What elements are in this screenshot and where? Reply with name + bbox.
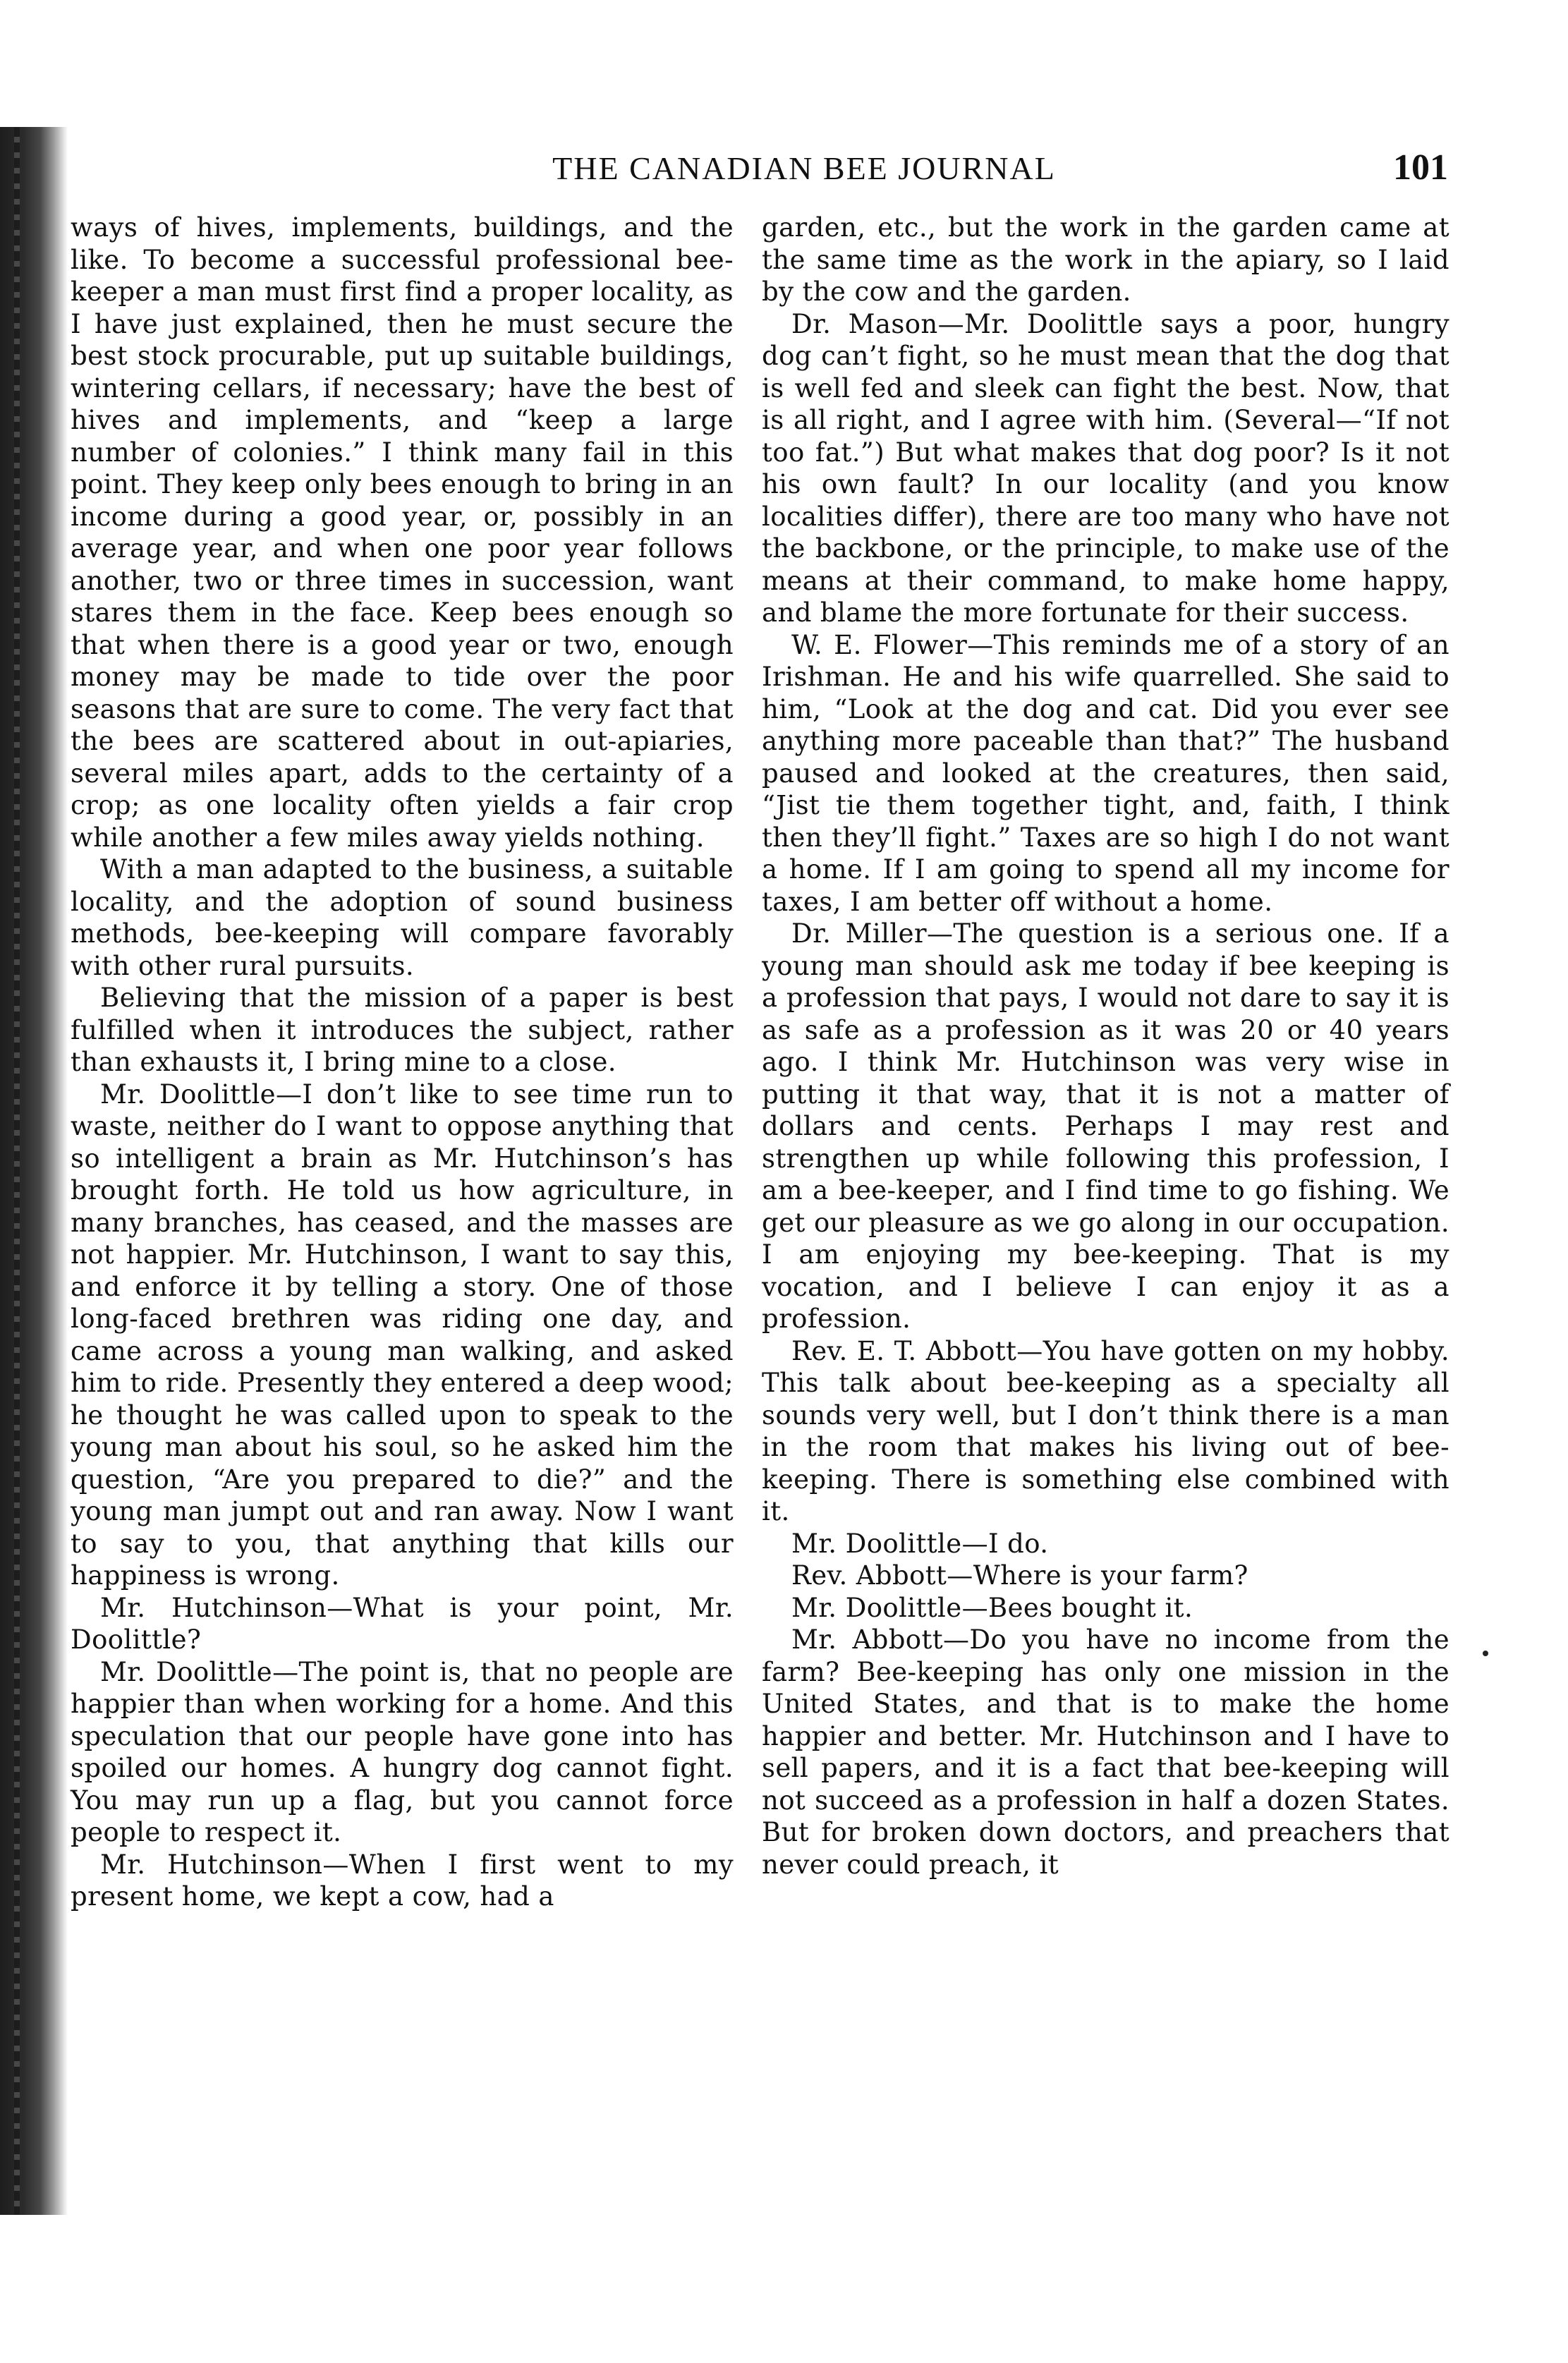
paragraph: ways of hives, implements, buildings, and the like. To become a successful professional bee-keeper a man must first find a proper locality, as I have just explained, then he must secure the best stock procurable, put up suitable buildings, wintering cellars, if necessary; have the best of hives and implements, and “keep a large number of colonies.” I think many fail in this point. They keep only bees enough to bring in an income during a good year, or, possibly in an average year, and when one poor year follows another, two or three times in succession, want stares them in the face. Keep bees enough so that when there is a good year or two, enough money may be made to tide over the poor seasons that are sure to come. The very fact that the bees are scattered about in out-apiaries, several miles apart, adds to the certainty of a crop; as one locality often yields a fair crop while another a few miles away yields nothing. <box>71 212 734 853</box>
paragraph: Mr. Doolittle—Bees bought it. <box>791 1592 1193 1623</box>
paragraph: Mr. Doolittle—I do. <box>791 1528 1049 1559</box>
paragraph: Mr. Doolittle—The point is, that no people are happier than when working for a home. And this speculation that our people have gone into has spoiled our homes. A hungry dog cannot fight. You may run up a flag, but you cannot force people to respect it. <box>71 1656 734 1847</box>
paragraph: Rev. Abbott—Where is your farm? <box>791 1560 1248 1591</box>
paragraph: Rev. E. T. Abbott—You have gotten on my hobby. This talk about bee-keeping as a specialty all sounds very well, but I don’t think there is a man in the room that makes his living out of bee-keeping. There is something else combined with it. <box>762 1335 1450 1526</box>
paragraph: Mr. Doolittle—I don’t like to see time run to waste, neither do I want to oppose anything that so intelligent a brain as Mr. Hutchinson’s has brought forth. He told us how agriculture, in many branches, has ceased, and the masses are not happier. Mr. Hutchinson, I want to say this, and enforce it by telling a story. One of those long-faced brethren was riding one day, and came across a young man walking, and asked him to ride. Presently they entered a deep wood; he thought he was called upon to speak to the young man about his soul, so he asked him the question, “Are you prepared to die?” and the young man jumpt out and ran away. Now I want to say to you, that anything that kills our happiness is wrong. <box>71 1079 734 1591</box>
running-title: THE CANADIAN BEE JOURNAL <box>552 150 1056 186</box>
page-number: 101 <box>1393 147 1448 188</box>
left-column <box>71 212 734 1913</box>
right-column <box>762 212 1450 1881</box>
paragraph: W. E. Flower—This reminds me of a story of an Irishman. He and his wife quarrelled. She said to him, “Look at the dog and cat. Did you ever see anything more paceable than that?” The husband paused and looked at the creatures, then said, “Jist tie them together tight, and, faith, I think then they’ll fight.” Taxes are so high I do not want a home. If I am going to spend all my income for taxes, I am better off without a home. <box>762 629 1450 917</box>
paragraph: Dr. Miller—The question is a serious one. If a young man should ask me today if bee keeping is a profession that pays, I would not dare to say it is as safe as a profession as it was 20 or 40 years ago. I think Mr. Hutchinson was very wise in putting it that way, that it is not a matter of dollars and cents. Perhaps I may rest and strengthen up while following this profession, I am a bee-keeper, and I find time to go fishing. We get our pleasure as we go along in our occupation. I am enjoying my bee-keeping. That is my vocation, and I believe I can enjoy it as a profession. <box>762 918 1450 1334</box>
page-binding-edge <box>0 127 68 2215</box>
paragraph: garden, etc., but the work in the garden came at the same time as the work in the apiary, so I laid by the cow and the garden. <box>762 212 1450 307</box>
paragraph: Mr. Hutchinson—What is your point, Mr. Doolittle? <box>71 1592 734 1655</box>
paragraph: Dr. Mason—Mr. Doolittle says a poor, hungry dog can’t fight, so he must mean that the dog that is well fed and sleek can fight the best. Now, that is all right, and I agree with him. (Several—“If not too fat.”) But what makes that dog poor? Is it not his own fault? In our locality (and you know localities differ), there are too many who have not the backbone, or the principle, to make use of the means at their command, to make home happy, and blame the more fortunate for their success. <box>762 308 1450 628</box>
paragraph: Mr. Hutchinson—When I first went to my present home, we kept a cow, had a <box>71 1849 734 1912</box>
paragraph: Mr. Abbott—Do you have no income from the farm? Bee-keeping has only one mission in the United States, and that is to make the home happier and better. Mr. Hutchinson and I have to sell papers, and it is a fact that bee-keeping will not succeed as a profession in half a dozen States. But for broken down doctors, and preachers that never could preach, it <box>762 1624 1450 1880</box>
paragraph: With a man adapted to the business, a suitable locality, and the adoption of sound business methods, bee-keeping will compare favorably with other rural pursuits. <box>71 854 734 981</box>
paragraph: Believing that the mission of a paper is best fulfilled when it introduces the subject, rather than exhausts it, I bring mine to a close. <box>71 983 734 1077</box>
print-speck <box>1483 1651 1488 1656</box>
